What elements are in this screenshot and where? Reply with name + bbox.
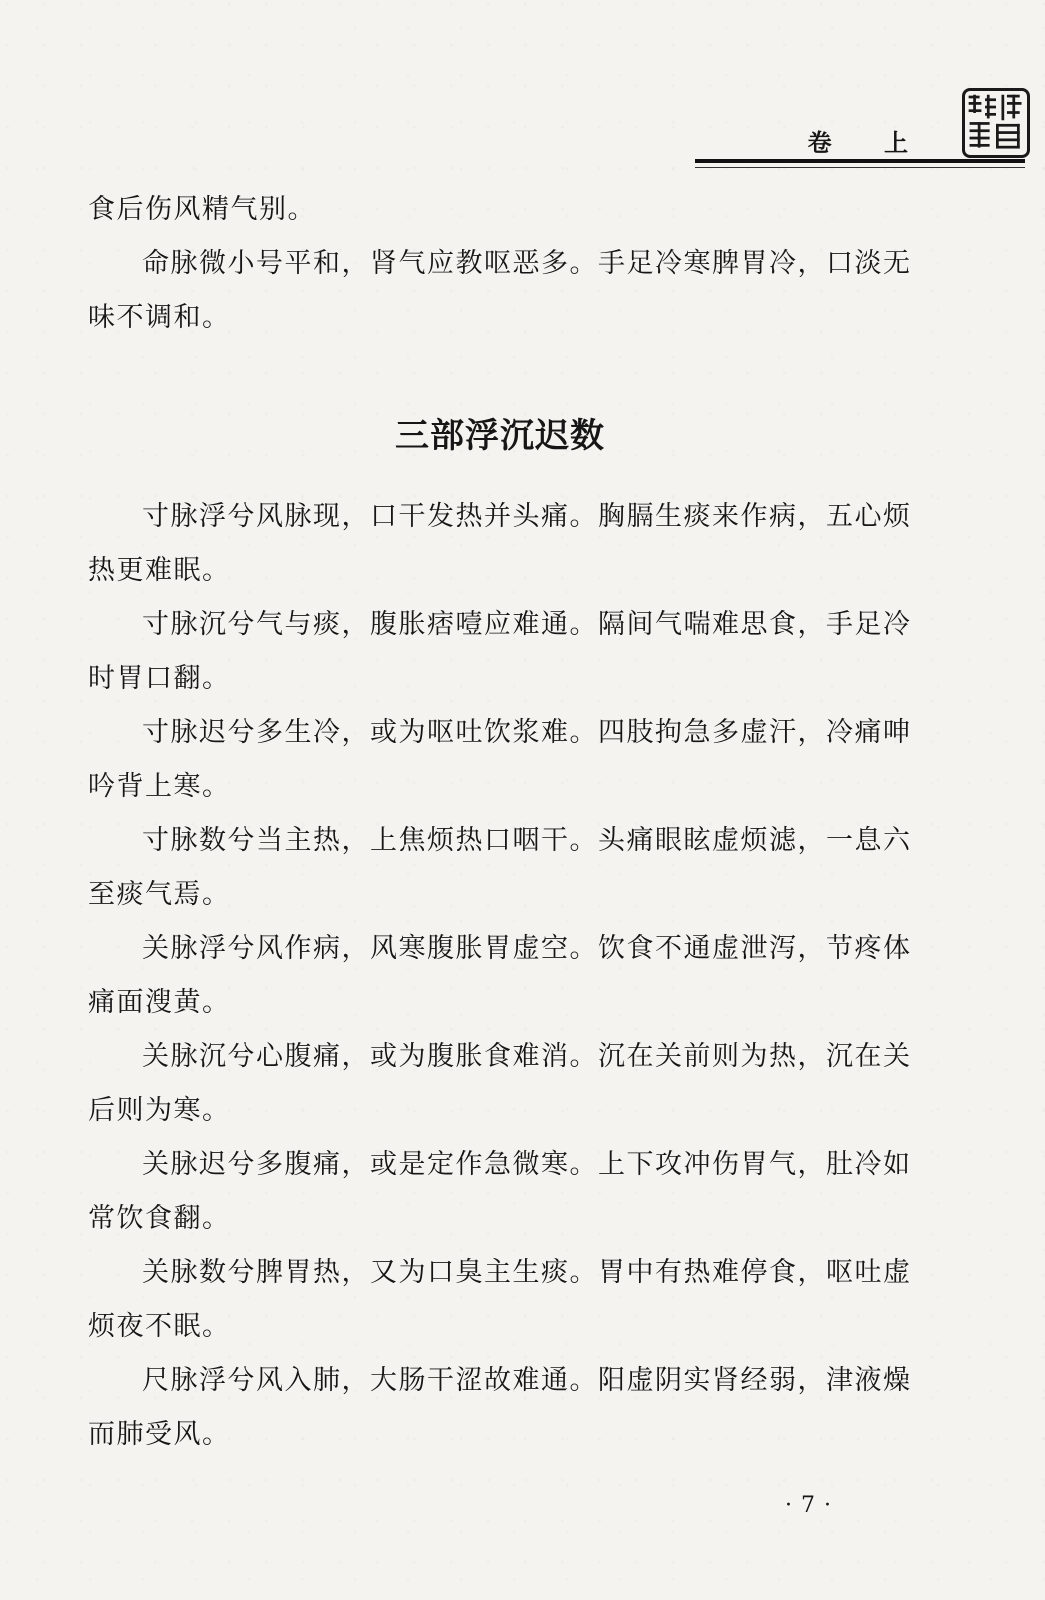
intro-paragraph: 食后伤风精气别。 [88, 194, 316, 225]
page-number: · 7 · [785, 1493, 832, 1518]
intro-text [88, 183, 923, 345]
section-paragraph [88, 1030, 923, 1138]
header-rule [695, 159, 1025, 163]
section-paragraph [88, 1354, 923, 1462]
section-paragraph [88, 1246, 923, 1354]
paragraph-text: 关脉数兮脾胃热，又为口臭主生痰。胃中有热难停食，呕吐虚烦夜不眠。 [88, 1257, 912, 1342]
paragraph-text: 尺脉浮兮风入肺，大肠干涩故难通。阳虚阴实肾经弱，津液燥而肺受风。 [88, 1365, 912, 1450]
section-paragraph [88, 706, 923, 814]
intro-paragraph: 命脉微小号平和，肾气应教呕恶多。手足冷寒脾胃冷，口淡无味不调和。 [88, 248, 912, 333]
section-paragraph [88, 922, 923, 1030]
section-paragraph [88, 490, 923, 598]
paragraph-text: 关脉浮兮风作病，风寒腹胀胃虚空。饮食不通虚泄泻，节疼体痛面溲黄。 [88, 933, 912, 1018]
paragraph-text: 寸脉数兮当主热，上焦烦热口咽干。头痛眼眩虚烦滤，一息六至痰气焉。 [88, 825, 912, 910]
section-title: 三部浮沉迟数 [395, 416, 605, 456]
paragraph-text: 关脉沉兮心腹痛，或为腹胀食难消。沉在关前则为热，沉在关后则为寒。 [88, 1041, 912, 1126]
seal-stamp-icon [962, 88, 1030, 158]
paragraph-text: 关脉迟兮多腹痛，或是定作急微寒。上下攻冲伤胃气，肚冷如常饮食翻。 [88, 1149, 912, 1234]
paragraph-text: 寸脉迟兮多生冷，或为呕吐饮浆难。四肢拘急多虚汗，冷痛呻吟背上寒。 [88, 717, 912, 802]
header-rule-thin [695, 167, 1025, 168]
paragraph-text: 寸脉浮兮风脉现，口干发热并头痛。胸膈生痰来作病，五心烦热更难眠。 [88, 501, 912, 586]
page-header [0, 0, 1045, 170]
volume-label: 卷 上 [807, 128, 930, 157]
section-paragraph [88, 598, 923, 706]
section-paragraph [88, 1138, 923, 1246]
section-paragraph [88, 814, 923, 922]
paragraph-text: 寸脉沉兮气与痰，腹胀痞噎应难通。隔间气喘难思食，手足冷时胃口翻。 [88, 609, 912, 694]
